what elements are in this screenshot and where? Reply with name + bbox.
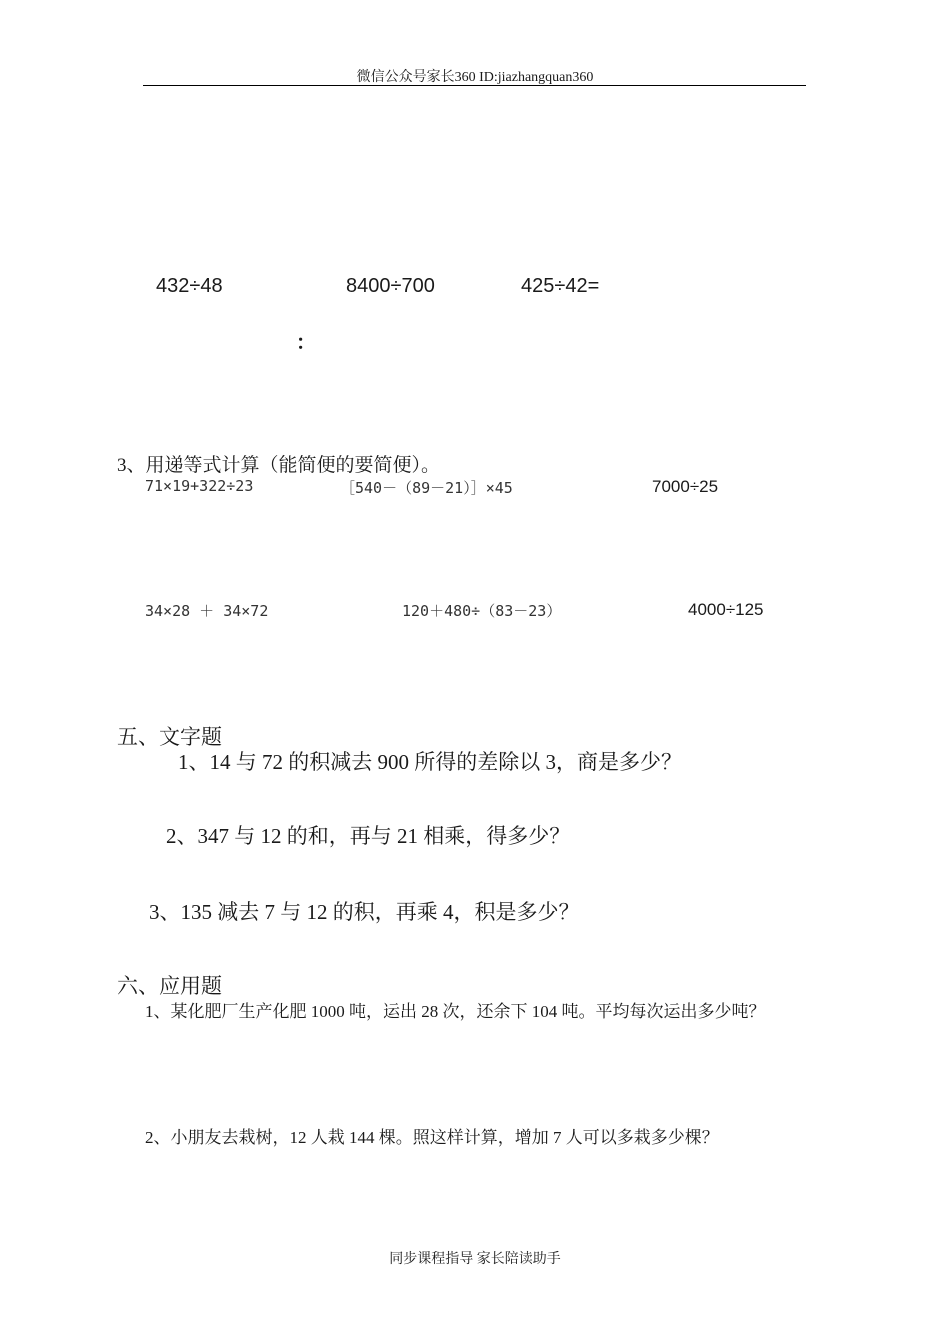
section-3-title: 3、用递等式计算（能简便的要简便）。 bbox=[117, 455, 441, 476]
calc-problem: 7000÷25 bbox=[652, 477, 719, 496]
calc-problem: 71×19+322÷23 bbox=[145, 477, 254, 495]
application-problem: 1、某化肥厂生产化肥 1000 吨，运出 28 次，还余下 104 吨。平均每次运出多少吨？ bbox=[145, 1002, 766, 1021]
section-5-title: 五、文字题 bbox=[117, 725, 222, 749]
application-problem: 2、小朋友去栽树，12 人栽 144 棵。照这样计算，增加 7 人可以多栽多少棵？ bbox=[145, 1128, 719, 1147]
division-problem: 425÷42= bbox=[521, 275, 600, 297]
header-divider bbox=[143, 85, 806, 86]
stray-mark: ： bbox=[296, 332, 316, 354]
calc-problem: ［540－（89－21）］×45 bbox=[340, 479, 513, 497]
word-problem: 1、14 与 72 的积减去 900 所得的差除以 3，商是多少？ bbox=[178, 750, 682, 774]
division-problem: 8400÷700 bbox=[346, 275, 435, 297]
section-6-title: 六、应用题 bbox=[117, 974, 222, 998]
word-problem: 2、347 与 12 的和，再与 21 相乘，得多少？ bbox=[166, 824, 571, 848]
page-header: 微信公众号家长360 ID:jiazhangquan360 bbox=[356, 70, 594, 85]
calc-problem: 34×28 ＋ 34×72 bbox=[145, 602, 269, 620]
division-problem: 432÷48 bbox=[156, 275, 223, 297]
page-footer: 同步课程指导 家长陪读助手 bbox=[389, 1252, 561, 1267]
word-problem: 3、135 减去 7 与 12 的积，再乘 4，积是多少？ bbox=[149, 900, 580, 924]
calc-problem: 4000÷125 bbox=[688, 600, 764, 619]
calc-problem: 120＋480÷（83－23） bbox=[402, 602, 562, 620]
